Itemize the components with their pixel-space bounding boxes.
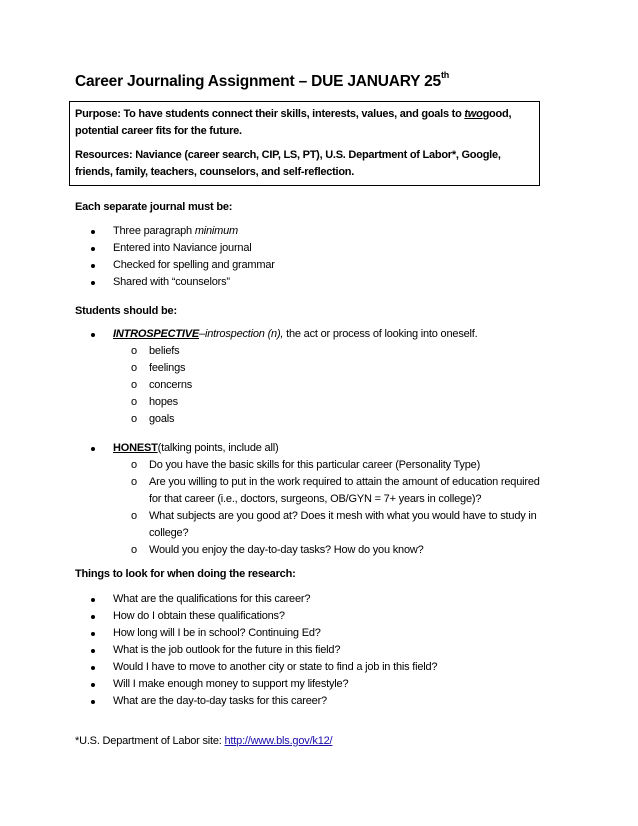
introspective-sublist (131, 343, 192, 428)
sub-item-text: concerns (149, 379, 193, 391)
sub-list-item (131, 411, 192, 428)
item-emphasis: minimum (194, 225, 239, 237)
bls-link[interactable]: http://www.bls.gov/k12/ (224, 735, 333, 747)
list-item: Will I make enough money to support my lifestyle? (91, 676, 437, 693)
list-item: What are the day-to-day tasks for this career? (91, 693, 437, 710)
circle-bullet-icon: o (131, 413, 137, 425)
sub-list-item (131, 360, 192, 377)
purpose-emphasis: two (464, 108, 483, 120)
circle-bullet-icon: o (131, 544, 137, 556)
purpose-resources-box (69, 101, 540, 186)
list-item: Entered into Naviance journal (91, 240, 275, 257)
purpose-paragraph (75, 106, 535, 140)
sub-list-item (131, 508, 551, 542)
circle-bullet-icon: o (131, 510, 137, 522)
introspective-term: INTROSPECTIVE (113, 328, 200, 340)
journal-requirements-list (91, 223, 275, 291)
sub-list-item (131, 474, 551, 508)
page-title (75, 70, 450, 91)
sub-item-text: beliefs (149, 345, 180, 357)
purpose-suffix: good, potential career fits for the future. (75, 108, 512, 137)
circle-bullet-icon: o (131, 362, 137, 374)
circle-bullet-icon: o (131, 459, 137, 471)
introspective-def-em: –introspection (n), (199, 328, 284, 340)
circle-bullet-icon: o (131, 396, 137, 408)
honest-note: (talking points, include all) (157, 442, 279, 454)
sub-list-item (131, 457, 551, 474)
list-item: How long will I be in school? Continuing Ed? (91, 625, 437, 642)
introspective-def: the act or process of looking into oneself. (283, 328, 478, 340)
journal-heading: Each separate journal must be: (75, 201, 233, 213)
introspective-list (91, 326, 478, 343)
sub-item-text: Would you enjoy the day-to-day tasks? How do you know? (149, 544, 424, 556)
sub-item-text: goals (149, 413, 175, 425)
list-item: Would I have to move to another city or state to find a job in this field? (91, 659, 437, 676)
resources-paragraph: Resources: Naviance (career search, CIP, LS, PT), U.S. Department of Labor*, Google, friends, family, teachers, counselors, and self-reflection. (75, 149, 501, 178)
list-item: How do I obtain these qualifications? (91, 608, 437, 625)
sub-list-item (131, 343, 192, 360)
sub-list-item (131, 377, 192, 394)
list-item: Shared with “counselors” (91, 274, 275, 291)
research-heading: Things to look for when doing the research: (75, 568, 296, 580)
footnote-prefix: *U.S. Department of Labor site: (75, 735, 225, 747)
sub-item-text: Do you have the basic skills for this particular career (Personality Type) (149, 459, 481, 471)
honest-list (91, 440, 278, 457)
sub-list-item (131, 542, 551, 559)
list-item: Checked for spelling and grammar (91, 257, 275, 274)
item-text: Three paragraph (113, 225, 195, 237)
honest-sublist (131, 457, 551, 559)
sub-item-text: What subjects are you good at? Does it mesh with what you would have to study in college? (149, 510, 537, 539)
purpose-prefix: Purpose: To have students connect their skills, interests, values, and goals to (75, 108, 465, 120)
list-item-honest (91, 440, 278, 457)
list-item-introspective (91, 326, 478, 343)
sub-item-text: Are you willing to put in the work required to attain the amount of education required for that career (i.e., doctors, surgeons, OB/GYN = 7+ years in college)? (149, 476, 540, 505)
students-heading: Students should be: (75, 305, 177, 317)
sub-item-text: feelings (149, 362, 186, 374)
list-item: What is the job outlook for the future in this field? (91, 642, 437, 659)
title-text: Career Journaling Assignment – DUE JANUARY 25 (75, 73, 441, 90)
sub-item-text: hopes (149, 396, 178, 408)
circle-bullet-icon: o (131, 476, 137, 488)
circle-bullet-icon: o (131, 345, 137, 357)
research-list (91, 591, 437, 710)
footnote (75, 735, 332, 747)
list-item: What are the qualifications for this career? (91, 591, 437, 608)
honest-term: HONEST (113, 442, 158, 454)
circle-bullet-icon: o (131, 379, 137, 391)
title-superscript: th (440, 70, 450, 80)
sub-list-item (131, 394, 192, 411)
list-item (91, 223, 275, 240)
